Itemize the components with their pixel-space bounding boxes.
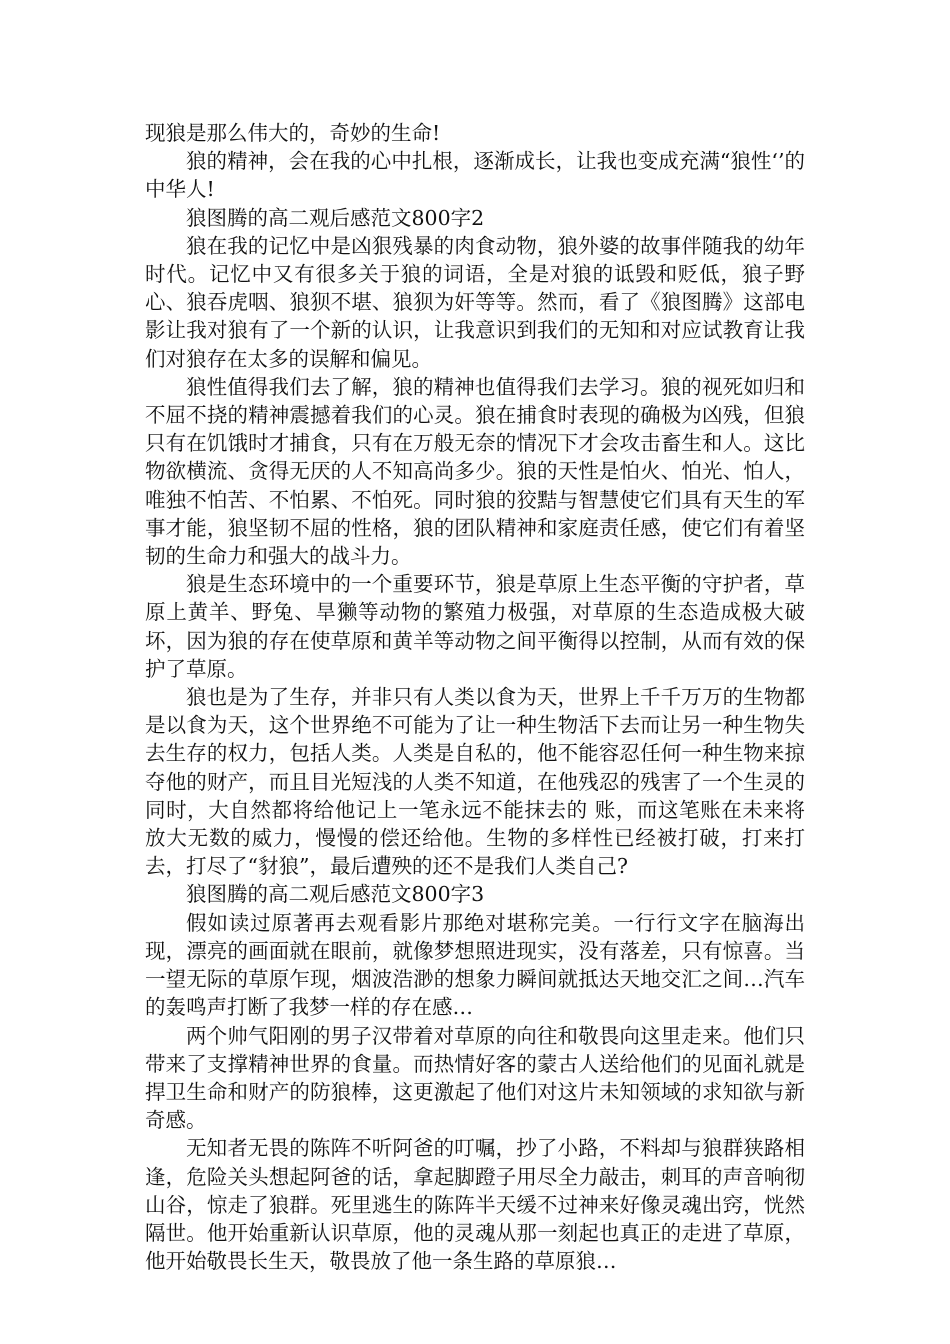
paragraph-2: 狼的精神，会在我的心中扎根，逐渐成长，让我也变成充满“狼性‘’的中华人! (145, 149, 805, 202)
paragraph-6: 狼也是为了生存，并非只有人类以食为天，世界上千千万万的生物都是以食为天，这个世界绝不可能为了让一种生物活下去而让另一种生物失去生存的权力，包括人类。人类是自私的，他不能容忍任何一种生物来掠夺他的财产，而且目光短浅的人类不知道，在他残忍的残害了一个生灵的同时，大自然都将给他记上一笔永远不能抹去的 账，而这笔账在未来将放大无数的威力，慢慢的偿还给他。生物的多样性已经被打破，打来打去，打尽了“豺狼”，最后遭殃的还不是我们人类自己? (145, 685, 805, 879)
paragraph-1: 现狼是那么伟大的，奇妙的生命! (145, 121, 441, 145)
paragraph-8: 两个帅气阳刚的男子汉带着对草原的向往和敬畏向这里走来。他们只带来了支撑精神世界的食量。而热情好客的蒙古人送给他们的见面礼就是捍卫生命和财产的防狼棒，这更激起了他们对这片未知领域的求知欲与新奇感。 (145, 1023, 805, 1133)
paragraph-9: 无知者无畏的陈阵不听阿爸的叮嘱，抄了小路，不料却与狼群狭路相逢，危险关头想起阿爸的话，拿起脚蹬子用尽全力敲击，刺耳的声音响彻山谷，惊走了狼群。死里逃生的陈阵半天缓不过神来好像灵魂出窍，恍然隔世。他开始重新认识草原，他的灵魂从那一刻起也真正的走进了草原，他开始敬畏长生天，敬畏放了他一条生路的草原狼… (145, 1136, 805, 1274)
paragraph-5: 狼是生态环境中的一个重要环节，狼是草原上生态平衡的守护者，草原上黄羊、野兔、旱獭等动物的繁殖力极强，对草原的生态造成极大破坏，因为狼的存在使草原和黄羊等动物之间平衡得以控制，从而有效的保护了草原。 (145, 572, 805, 681)
document-body (145, 119, 805, 1275)
paragraph-4: 狼性值得我们去了解，狼的精神也值得我们去学习。狼的视死如归和不屈不挠的精神震撼着我们的心灵。狼在捕食时表现的确极为凶残，但狼只有在饥饿时才捕食，只有在万般无奈的情况下才会攻击畜生和人。这比物欲横流、贪得无厌的人不知高尚多少。狼的天性是怕火、怕光、怕人，唯独不怕苦、不怕累、不怕死。同时狼的狡黠与智慧使它们具有天生的军事才能，狼坚韧不屈的性格，狼的团队精神和家庭责任感，使它们有着坚韧的生命力和强大的战斗力。 (145, 374, 805, 569)
paragraph-3: 狼在我的记忆中是凶狠残暴的肉食动物，狼外婆的故事伴随我的幼年时代。记忆中又有很多关于狼的词语，全是对狼的诋毁和贬低，狼子野心、狼吞虎咽、狼狈不堪、狼狈为奸等等。然而，看了《狼图腾》这部电影让我对狼有了一个新的认识，让我意识到我们的无知和对应试教育让我们对狼存在太多的误解和偏见。 (145, 233, 805, 371)
paragraph-7: 假如读过原著再去观看影片那绝对堪称完美。一行行文字在脑海出现，漂亮的画面就在眼前，就像梦想照进现实，没有落差，只有惊喜。当一望无际的草原乍现，烟波浩渺的想象力瞬间就抵达天地交汇之间…汽车的轰鸣声打断了我梦一样的存在感… (145, 910, 805, 1020)
section-heading-3: 狼图腾的高二观后感范文800字3 (186, 882, 485, 907)
section-heading-2: 狼图腾的高二观后感范文800字2 (186, 205, 485, 230)
